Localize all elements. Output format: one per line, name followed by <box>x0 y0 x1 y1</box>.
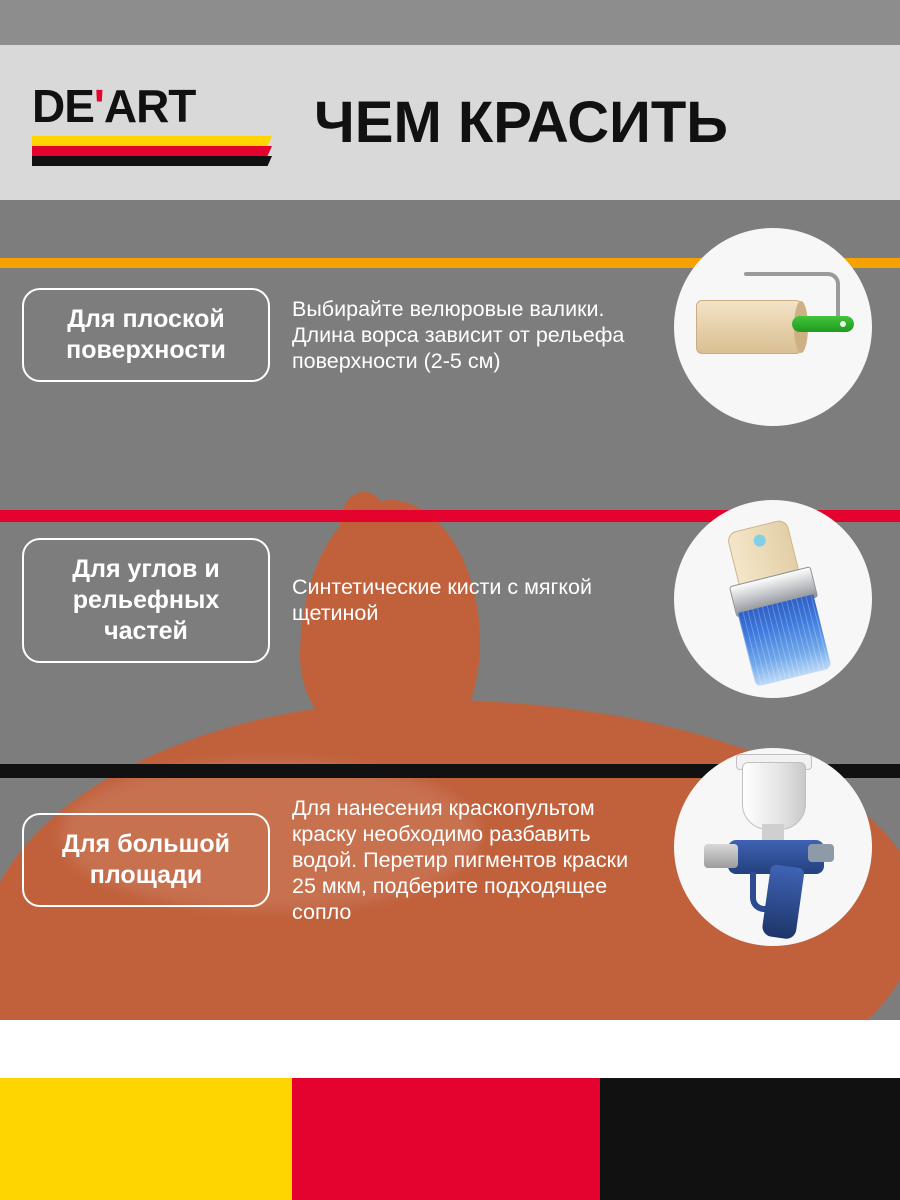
brush-graphic <box>709 515 840 690</box>
header-bar <box>0 45 900 200</box>
logo-art: ART <box>103 79 196 132</box>
logo-de: DE <box>32 79 94 132</box>
chip-flat-surface: Для плоской поверхности <box>22 288 270 382</box>
page-title: ЧЕМ КРАСИТЬ <box>314 90 728 155</box>
logo-flag-black-bar <box>32 156 272 166</box>
bottom-band-yellow <box>0 1078 292 1200</box>
paint-roller-icon <box>674 228 872 426</box>
chip-corners-relief: Для углов и рельефных частей <box>22 538 270 663</box>
chip-large-area: Для большой площади <box>22 813 270 907</box>
roller-handle <box>792 316 854 332</box>
bottom-white-band <box>0 1020 900 1078</box>
deart-logo <box>32 80 272 166</box>
logo-apostrophe: ' <box>93 79 104 132</box>
roller-rod <box>744 272 798 276</box>
description-flat-surface: Выбирайте велюровые валики. Длина ворса зависит от рельефа поверхности (2-5 см) <box>292 297 625 373</box>
roller-sleeve <box>696 300 802 354</box>
logo-flag-red-bar <box>32 146 272 156</box>
bottom-flag-bands <box>0 1078 900 1200</box>
spray-gun-graphic <box>710 762 840 938</box>
description-large-area: Для нанесения краскопультом краску необходимо разбавить водой. Перетир пигментов краски 25 мкм, подберите подходящее сопло <box>292 796 629 924</box>
paint-brush-icon <box>674 500 872 698</box>
logo-flag-yellow-bar <box>32 136 272 146</box>
logo-flag-icon <box>32 136 272 166</box>
bottom-band-red <box>292 1078 600 1200</box>
spray-gun-nozzle <box>704 844 738 868</box>
spray-gun-knob <box>808 844 834 862</box>
logo-wordmark <box>32 80 272 132</box>
top-strip <box>0 0 900 45</box>
spray-gun-icon <box>674 748 872 946</box>
spray-gun-cup <box>742 762 806 830</box>
description-corners-relief: Синтетические кисти с мягкой щетиной <box>292 575 592 625</box>
brush-hang-hole <box>752 533 767 548</box>
bottom-band-black <box>600 1078 900 1200</box>
